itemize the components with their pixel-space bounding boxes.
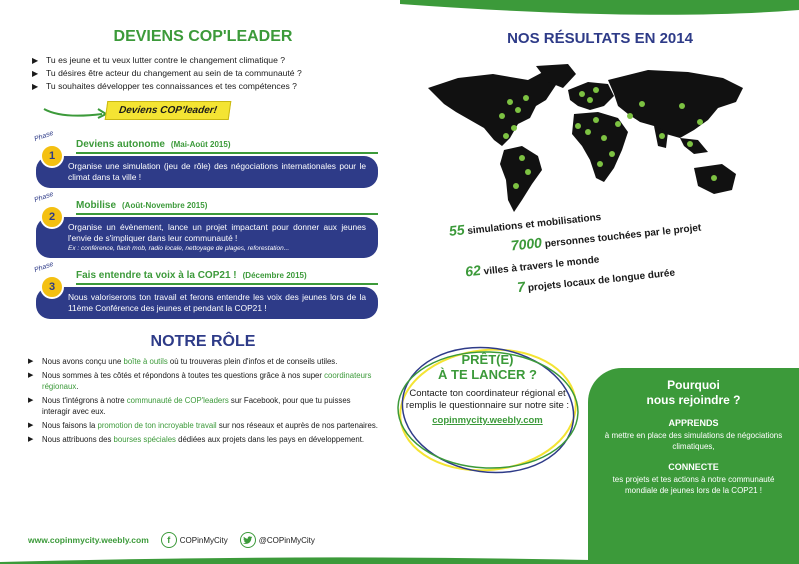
phase-description bbox=[36, 156, 378, 188]
list-item: ▶ Nous attribuons des bourses spéciales dédiées aux projets dans les pays en développement. bbox=[28, 435, 378, 445]
join-title: Pourquoi bbox=[667, 378, 720, 392]
left-column bbox=[28, 28, 378, 450]
phase-text: Nous valoriserons ton travail et ferons entendre les voix des jeunes lors de la 11ème Conférence des jeunes et pendant la COP21 ! bbox=[68, 292, 366, 313]
phase-title: Deviens autonome bbox=[76, 139, 165, 150]
arrow-right-icon bbox=[42, 105, 112, 121]
facebook-icon: f bbox=[161, 532, 177, 548]
phase-heading bbox=[76, 270, 378, 281]
phase-label: Phase bbox=[33, 190, 55, 205]
highlight-link[interactable]: communauté de COP'leaders bbox=[126, 396, 229, 406]
phase-title: Fais entendre ta voix à la COP21 ! bbox=[76, 270, 237, 281]
highlight-link[interactable]: bourses spéciales bbox=[113, 435, 176, 445]
list-item: ▶ Tu es jeune et tu veux lutter contre le changement climatique ? bbox=[32, 54, 378, 67]
results-title: NOS RÉSULTATS EN 2014 bbox=[507, 30, 693, 47]
phase-1 bbox=[28, 129, 378, 188]
highlight-link[interactable]: promotion de ton incroyable travail bbox=[97, 421, 217, 431]
page-title: DEVIENS COP'LEADER bbox=[113, 28, 293, 45]
list-item: ▶ Nous avons conçu une boîte à outils où tu trouveras plein d'infos et de conseils utiles. bbox=[28, 357, 378, 367]
stat-number: 7000 bbox=[509, 234, 543, 254]
cta-row bbox=[28, 99, 378, 127]
phase-heading bbox=[76, 139, 378, 150]
join-text: tes projets et tes actions à notre communauté mondiale de jeunes lors de la COP21 ! bbox=[612, 475, 775, 495]
ready-text: Contacte ton coordinateur régional et remplis le questionnaire sur notre site : bbox=[405, 388, 570, 411]
phase-period: (Décembre 2015) bbox=[242, 271, 307, 280]
stat-item: 62 villes à travers le monde bbox=[464, 254, 600, 280]
list-item: ▶ Tu désires être acteur du changement au sein de ta communauté ? bbox=[32, 67, 378, 80]
decorative-swoosh-bottom bbox=[0, 550, 590, 564]
phase-description bbox=[36, 217, 378, 258]
section-title: NOTRE RÔLE bbox=[150, 333, 256, 350]
phase-number-badge: 3 bbox=[40, 275, 64, 299]
twitter-icon bbox=[240, 532, 256, 548]
join-panel bbox=[588, 368, 799, 564]
question-list bbox=[32, 54, 378, 93]
phase-number-badge: 1 bbox=[40, 144, 64, 168]
ready-link[interactable]: copinmycity.weebly.com bbox=[432, 415, 543, 426]
join-title: nous rejoindre ? bbox=[646, 393, 741, 407]
join-subtitle: CONNECTE bbox=[668, 462, 719, 472]
world-map bbox=[418, 60, 753, 215]
decorative-swoosh bbox=[400, 0, 799, 30]
phase-description bbox=[36, 287, 378, 319]
phase-heading bbox=[76, 200, 378, 211]
role-list bbox=[28, 357, 378, 446]
phase-text: Organise une simulation (jeu de rôle) des négociations internationales pour le climat dans ta ville ! bbox=[68, 161, 366, 182]
phase-2 bbox=[28, 190, 378, 258]
phase-period: (Août-Novembre 2015) bbox=[122, 201, 208, 210]
stat-number: 62 bbox=[464, 261, 482, 280]
stat-item: 7 projets locaux de longue durée bbox=[516, 267, 676, 296]
twitter-handle: @COPinMyCity bbox=[258, 535, 315, 545]
footer bbox=[28, 532, 315, 548]
stat-item: 55 simulations et mobilisations bbox=[448, 211, 602, 239]
list-item: ▶ Nous t'intégrons à notre communauté de COP'leaders sur Facebook, pour que tu puisses interagir avec eux. bbox=[28, 396, 378, 417]
phase-example: Ex : conférence, flash mob, radio locale, nettoyage de plages, reforestation... bbox=[68, 245, 290, 252]
list-item: ▶ Nous faisons la promotion de ton incroyable travail sur nos réseaux et auprès de nos partenaires. bbox=[28, 421, 378, 431]
highlight-link[interactable]: coordinateurs régionaux bbox=[42, 371, 372, 391]
phase-text: Organise un évènement, lance un projet impactant pour donner aux jeunes l'envie de s'impliquer dans leur communauté ! bbox=[68, 222, 366, 243]
phase-period: (Mai-Août 2015) bbox=[170, 140, 231, 149]
divider bbox=[76, 283, 378, 285]
stat-number: 7 bbox=[516, 278, 526, 296]
divider bbox=[76, 152, 378, 154]
facebook-link[interactable] bbox=[161, 532, 228, 548]
twitter-link[interactable] bbox=[240, 532, 315, 548]
phase-label: Phase bbox=[33, 129, 55, 144]
facebook-handle: COPinMyCity bbox=[179, 535, 228, 545]
cta-button[interactable]: Deviens COP'leader! bbox=[105, 101, 232, 120]
phase-label: Phase bbox=[33, 260, 55, 275]
highlight-link[interactable]: boîte à outils bbox=[123, 357, 168, 366]
website-link[interactable]: www.copinmycity.weebly.com bbox=[28, 535, 149, 545]
phase-number-badge: 2 bbox=[40, 205, 64, 229]
list-item: ▶ Nous sommes à tes côtés et répondons à toutes tes questions grâce à nos super coordinateurs régionaux. bbox=[28, 371, 378, 392]
divider bbox=[76, 213, 378, 215]
ready-title: À TE LANCER ? bbox=[438, 367, 537, 382]
stat-item: 7000 personnes touchées par le projet bbox=[509, 222, 702, 254]
stat-number: 55 bbox=[448, 221, 466, 239]
join-text: à mettre en place des simulations de négociations climatiques, bbox=[604, 431, 783, 451]
phase-title: Mobilise bbox=[76, 200, 117, 211]
phase-3 bbox=[28, 260, 378, 319]
list-item: ▶ Tu souhaites développer tes connaissances et tes compétences ? bbox=[32, 80, 378, 93]
join-subtitle: APPRENDS bbox=[668, 418, 719, 428]
ready-block bbox=[405, 352, 570, 426]
ready-title: PRÊT(E) bbox=[461, 352, 514, 367]
